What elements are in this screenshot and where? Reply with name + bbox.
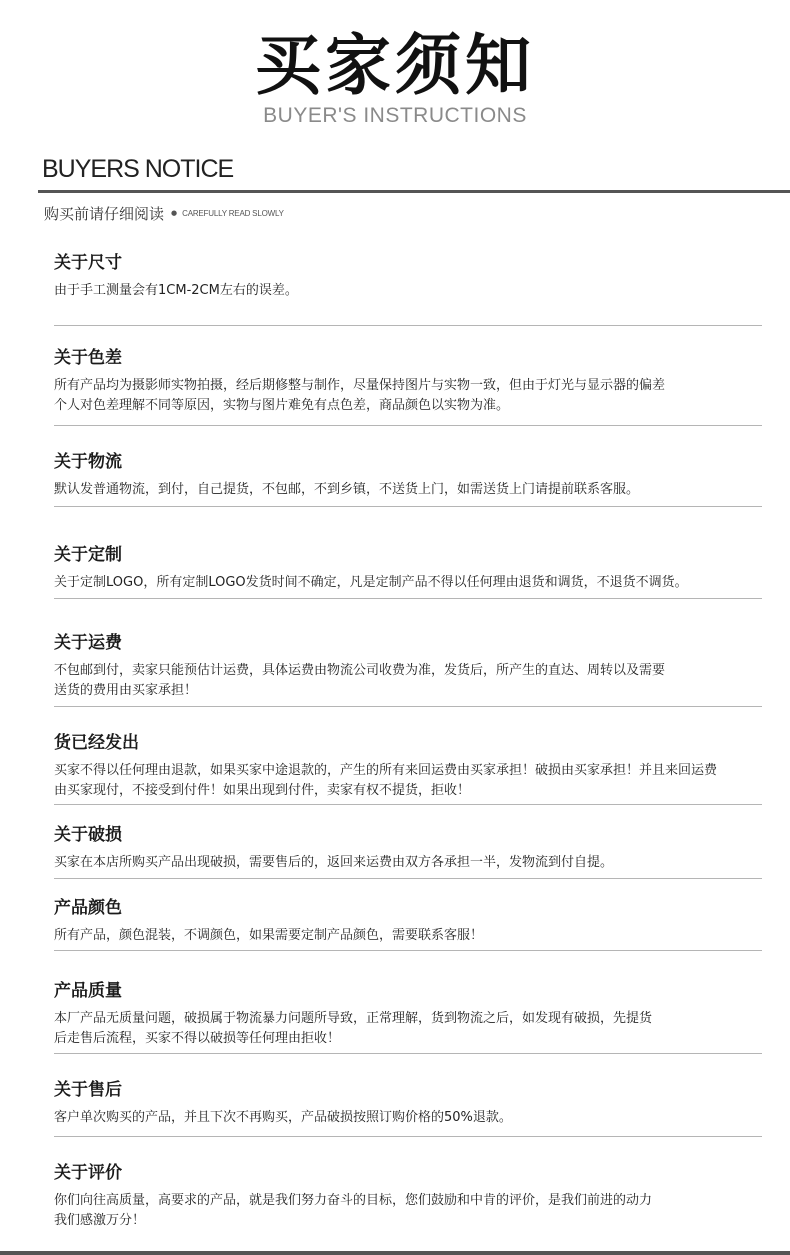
section-text: 我们感激万分！ <box>54 1213 146 1228</box>
section-divider <box>54 950 762 951</box>
section-reviews <box>54 1161 790 1231</box>
section-divider <box>54 804 762 805</box>
bullet-dot-icon: ● <box>171 209 178 217</box>
section-size <box>54 251 790 301</box>
section-title: 关于售后 <box>54 1080 122 1100</box>
section-text: 不包邮到付，卖家只能预估计运费，具体运费由物流公司收费为准，发货后，所产生的直达、周转以及需要 <box>54 663 666 678</box>
section-text: 所有产品均为摄影师实物拍摄，经后期修整与制作，尽量保持图片与实物一致，但由于灯光与显示器的偏差 <box>54 378 666 393</box>
section-text: 个人对色差理解不同等原因，实物与图片难免有点色差，商品颜色以实物为准。 <box>54 398 510 413</box>
section-title: 关于评价 <box>54 1163 122 1183</box>
section-divider <box>54 1136 762 1137</box>
read-tip <box>44 202 284 224</box>
read-tip-english: CAREFULLY READ SLOWLY <box>182 208 284 218</box>
section-title: 产品质量 <box>54 981 122 1001</box>
section-text: 客户单次购买的产品，并且下次不再购买，产品破损按照订购价格的50%退款。 <box>54 1110 512 1125</box>
section-text: 后走售后流程，买家不得以破损等任何理由拒收！ <box>54 1031 341 1046</box>
section-product-quality <box>54 979 790 1049</box>
section-after-sales <box>54 1078 790 1128</box>
section-title: 关于破损 <box>54 825 122 845</box>
section-text: 由于手工测量会有1CM-2CM左右的误差。 <box>54 283 298 298</box>
notice-heading: BUYERS NOTICE <box>42 155 234 183</box>
section-title: 关于物流 <box>54 452 122 472</box>
section-title: 关于定制 <box>54 545 122 565</box>
section-divider <box>54 598 762 599</box>
section-text: 买家在本店所购买产品出现破损，需要售后的，返回来运费由双方各承担一半，发物流到付自提。 <box>54 855 614 870</box>
section-shipping-fee <box>54 631 790 701</box>
section-title: 货已经发出 <box>54 733 139 753</box>
section-shipped <box>54 731 790 801</box>
section-divider <box>54 706 762 707</box>
section-logistics <box>54 450 790 500</box>
section-divider <box>54 425 762 426</box>
section-text: 由买家现付，不接受到付件！如果出现到付件，卖家有权不提货，拒收！ <box>54 783 471 798</box>
section-text: 送货的费用由买家承担！ <box>54 683 198 698</box>
section-divider <box>54 878 762 879</box>
section-color-difference <box>54 346 790 416</box>
section-damage <box>54 823 790 873</box>
section-product-color <box>54 896 790 946</box>
page-subtitle: BUYER'S INSTRUCTIONS <box>263 104 527 127</box>
section-text: 默认发普通物流，到付，自己提货，不包邮，不到乡镇，不送货上门，如需送货上门请提前联系客服。 <box>54 482 640 497</box>
read-tip-text: 购买前请仔细阅读 <box>44 204 165 223</box>
section-text: 本厂产品无质量问题，破损属于物流暴力问题所导致，正常理解，货到物流之后，如发现有破损，先提货 <box>54 1011 653 1026</box>
page-title: 买家须知 <box>255 27 535 104</box>
section-divider <box>54 506 762 507</box>
section-customization <box>54 543 790 593</box>
section-text: 买家不得以任何理由退款，如果买家中途退款的，产生的所有来回运费由买家承担！破损由买家承担！并且来回运费 <box>54 763 718 778</box>
section-text: 所有产品，颜色混装，不调颜色，如果需要定制产品颜色，需要联系客服！ <box>54 928 484 943</box>
section-title: 关于运费 <box>54 633 122 653</box>
bottom-rule <box>0 1251 790 1255</box>
section-title: 产品颜色 <box>54 898 122 918</box>
section-title: 关于色差 <box>54 348 122 368</box>
section-divider <box>54 1053 762 1054</box>
notice-rule <box>38 190 790 193</box>
section-text: 你们向往高质量，高要求的产品，就是我们努力奋斗的目标，您们鼓励和中肯的评价，是我们前进的动力 <box>54 1193 653 1208</box>
section-text: 关于定制LOGO，所有定制LOGO发货时间不确定，凡是定制产品不得以任何理由退货和调货，不退货不调货。 <box>54 575 688 590</box>
section-divider <box>54 325 762 326</box>
section-title: 关于尺寸 <box>54 253 122 273</box>
